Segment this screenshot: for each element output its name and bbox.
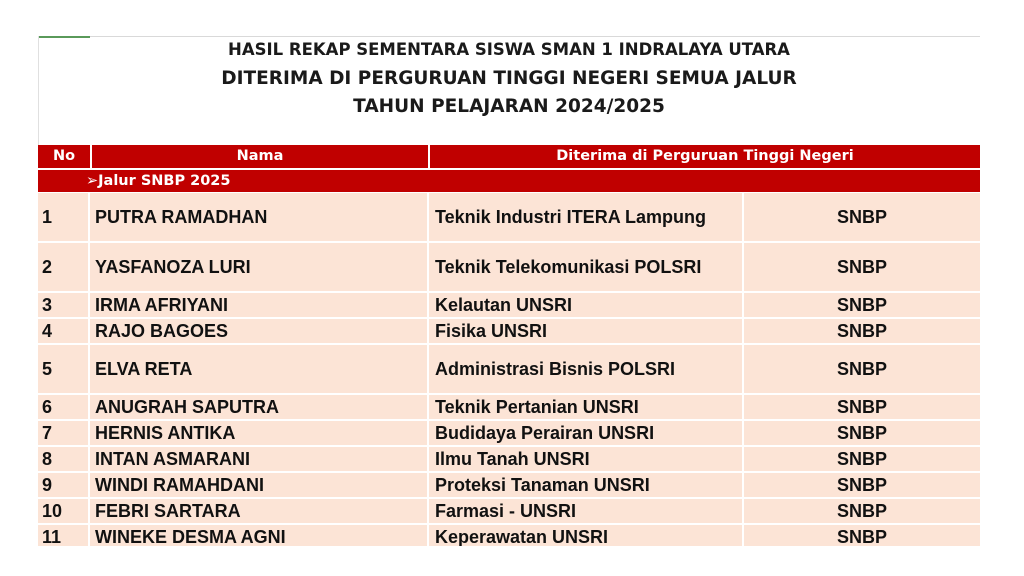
cell-no: 11 (38, 525, 88, 546)
cell-jalur: SNBP (744, 447, 980, 471)
cell-no: 9 (38, 473, 88, 497)
table-row (38, 447, 980, 473)
table-header (38, 145, 980, 168)
cell-nama: ANUGRAH SAPUTRA (90, 395, 427, 419)
cell-no: 2 (38, 243, 88, 291)
cell-no: 6 (38, 395, 88, 419)
spreadsheet-sheet (38, 36, 980, 546)
cell-ptn: Fisika UNSRI (429, 319, 742, 343)
title-line-3: TAHUN PELAJARAN 2024/2025 (353, 96, 665, 117)
cell-ptn: Budidaya Perairan UNSRI (429, 421, 742, 445)
table-row (38, 525, 980, 546)
table-row (38, 193, 980, 243)
table-row (38, 293, 980, 319)
cell-nama: IRMA AFRIYANI (90, 293, 427, 317)
cell-nama: RAJO BAGOES (90, 319, 427, 343)
cell-ptn: Farmasi - UNSRI (429, 499, 742, 523)
section-label: ➢Jalur SNBP 2025 (86, 173, 231, 189)
cell-nama: YASFANOZA LURI (90, 243, 427, 291)
table-row (38, 421, 980, 447)
cell-ptn: Keperawatan UNSRI (429, 525, 742, 546)
cell-nama: WINDI RAMAHDANI (90, 473, 427, 497)
cell-no: 1 (38, 193, 88, 241)
table-row (38, 499, 980, 525)
cell-nama: WINEKE DESMA AGNI (90, 525, 427, 546)
title-line-2: DITERIMA DI PERGURUAN TINGGI NEGERI SEMUA JALUR (221, 68, 797, 89)
cell-ptn: Teknik Pertanian UNSRI (429, 395, 742, 419)
cell-jalur: SNBP (744, 499, 980, 523)
table-row (38, 473, 980, 499)
cell-ptn: Teknik Telekomunikasi POLSRI (429, 243, 742, 291)
cell-jalur: SNBP (744, 293, 980, 317)
cell-nama: FEBRI SARTARA (90, 499, 427, 523)
header-no: No (52, 148, 76, 164)
cell-nama: INTAN ASMARANI (90, 447, 427, 471)
cell-ptn: Ilmu Tanah UNSRI (429, 447, 742, 471)
table-row (38, 243, 980, 293)
cell-no: 7 (38, 421, 88, 445)
cell-jalur: SNBP (744, 473, 980, 497)
cell-no: 10 (38, 499, 88, 523)
table-row (38, 345, 980, 395)
cell-jalur: SNBP (744, 193, 980, 241)
top-border (38, 36, 980, 37)
cell-jalur: SNBP (744, 243, 980, 291)
cell-jalur: SNBP (744, 395, 980, 419)
cell-jalur: SNBP (744, 421, 980, 445)
section-header (38, 170, 980, 192)
cell-ptn: Kelautan UNSRI (429, 293, 742, 317)
title-line-1: HASIL REKAP SEMENTARA SISWA SMAN 1 INDRALAYA UTARA (228, 40, 790, 59)
cell-nama: PUTRA RAMADHAN (90, 193, 427, 241)
table-row (38, 395, 980, 421)
cell-ptn: Proteksi Tanaman UNSRI (429, 473, 742, 497)
cell-jalur: SNBP (744, 525, 980, 546)
cell-ptn: Administrasi Bisnis POLSRI (429, 345, 742, 393)
cell-ptn: Teknik Industri ITERA Lampung (429, 193, 742, 241)
cell-no: 3 (38, 293, 88, 317)
cell-selection-indicator (38, 36, 90, 38)
table-row (38, 319, 980, 345)
cell-jalur: SNBP (744, 319, 980, 343)
cell-no: 4 (38, 319, 88, 343)
cell-nama: HERNIS ANTIKA (90, 421, 427, 445)
header-nama: Nama (236, 148, 284, 164)
cell-no: 8 (38, 447, 88, 471)
header-ptn: Diterima di Perguruan Tinggi Negeri (556, 148, 854, 164)
cell-nama: ELVA RETA (90, 345, 427, 393)
cell-no: 5 (38, 345, 88, 393)
cell-jalur: SNBP (744, 345, 980, 393)
